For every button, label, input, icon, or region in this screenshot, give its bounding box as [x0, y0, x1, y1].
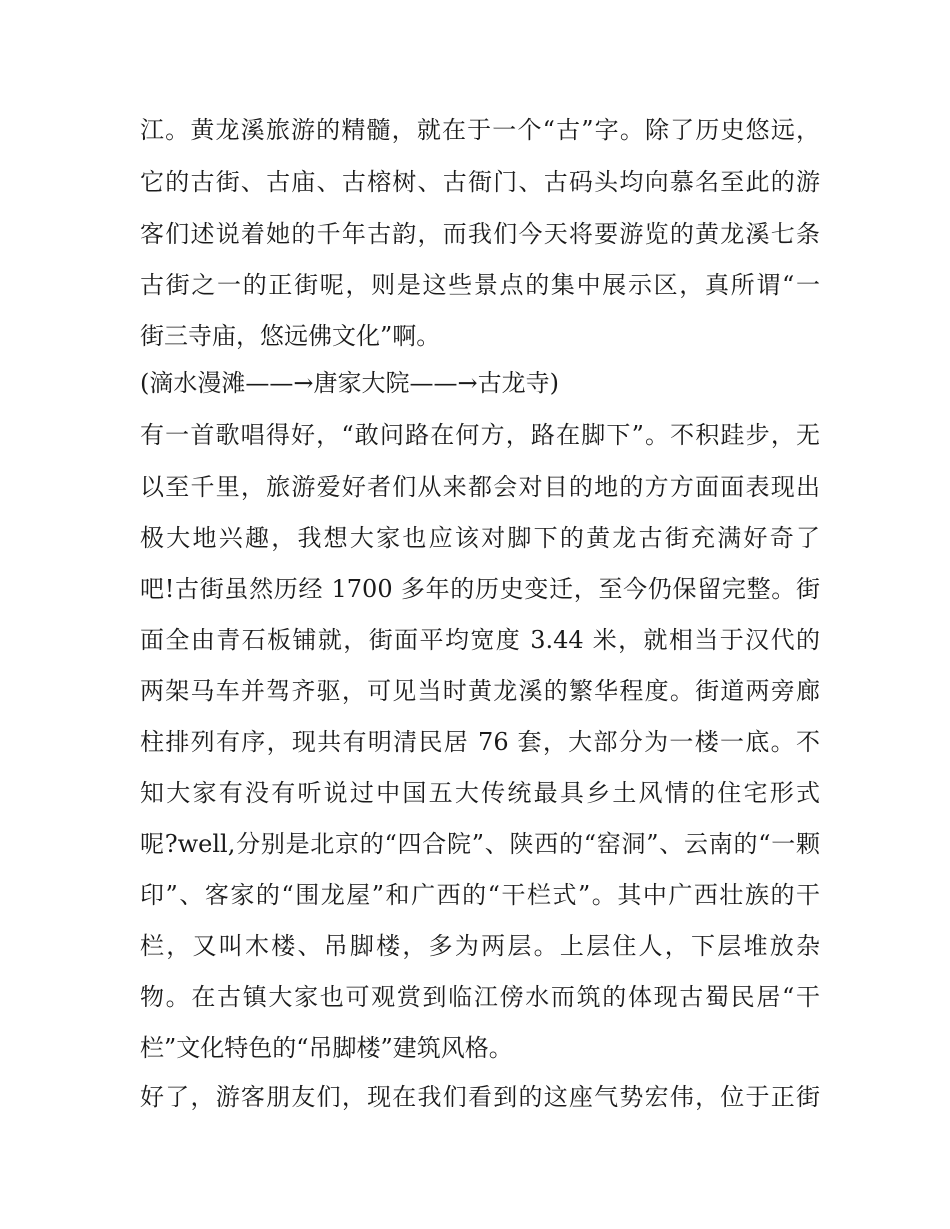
text-line: 物。在古镇大家也可观赏到临江傍水而筑的体现古蜀民居“干	[140, 983, 820, 1011]
route-line: (滴水漫滩——→唐家大院——→古龙寺)	[140, 369, 559, 397]
text-line: 有一首歌唱得好，“敢问路在何方，路在脚下”。不积跬步，无	[140, 421, 820, 449]
text-line: 柱排列有序，现共有明清民居 76 套，大部分为一楼一底。不	[140, 728, 820, 756]
text-line: 印”、客家的“围龙屋”和广西的“干栏式”。其中广西壮族的干	[140, 881, 820, 909]
text-line: 吧!古街虽然历经 1700 多年的历史变迁，至今仍保留完整。街	[140, 575, 820, 603]
text-line: 知大家有没有听说过中国五大传统最具乡土风情的住宅形式	[140, 779, 820, 807]
text-line: 街三寺庙，悠远佛文化”啊。	[140, 322, 441, 350]
text-line: 极大地兴趣，我想大家也应该对脚下的黄龙古街充满好奇了	[140, 524, 820, 552]
text-line: 古街之一的正街呢，则是这些景点的集中展示区，真所谓“一	[140, 271, 820, 299]
text-line: 客们述说着她的千年古韵，而我们今天将要游览的黄龙溪七条	[140, 220, 820, 248]
text-line: 栏”文化特色的“吊脚楼”建筑风格。	[140, 1034, 513, 1062]
text-line: 面全由青石板铺就，街面平均宽度 3.44 米，就相当于汉代的	[140, 626, 820, 654]
text-line: 好了，游客朋友们，现在我们看到的这座气势宏伟，位于正街	[140, 1083, 820, 1111]
text-line: 栏，又叫木楼、吊脚楼，多为两层。上层住人，下层堆放杂	[140, 932, 820, 960]
text-line: 两架马车并驾齐驱，可见当时黄龙溪的繁华程度。街道两旁廊	[140, 677, 820, 705]
text-line: 它的古街、古庙、古榕树、古衙门、古码头均向慕名至此的游	[140, 168, 820, 196]
text-line: 呢?well,分别是北京的“四合院”、陕西的“窑洞”、云南的“一颗	[140, 830, 820, 858]
text-line: 以至千里，旅游爱好者们从来都会对目的地的方方面面表现出	[140, 473, 820, 501]
text-line: 江。黄龙溪旅游的精髓，就在于一个“古”字。除了历史悠远，	[140, 116, 820, 144]
